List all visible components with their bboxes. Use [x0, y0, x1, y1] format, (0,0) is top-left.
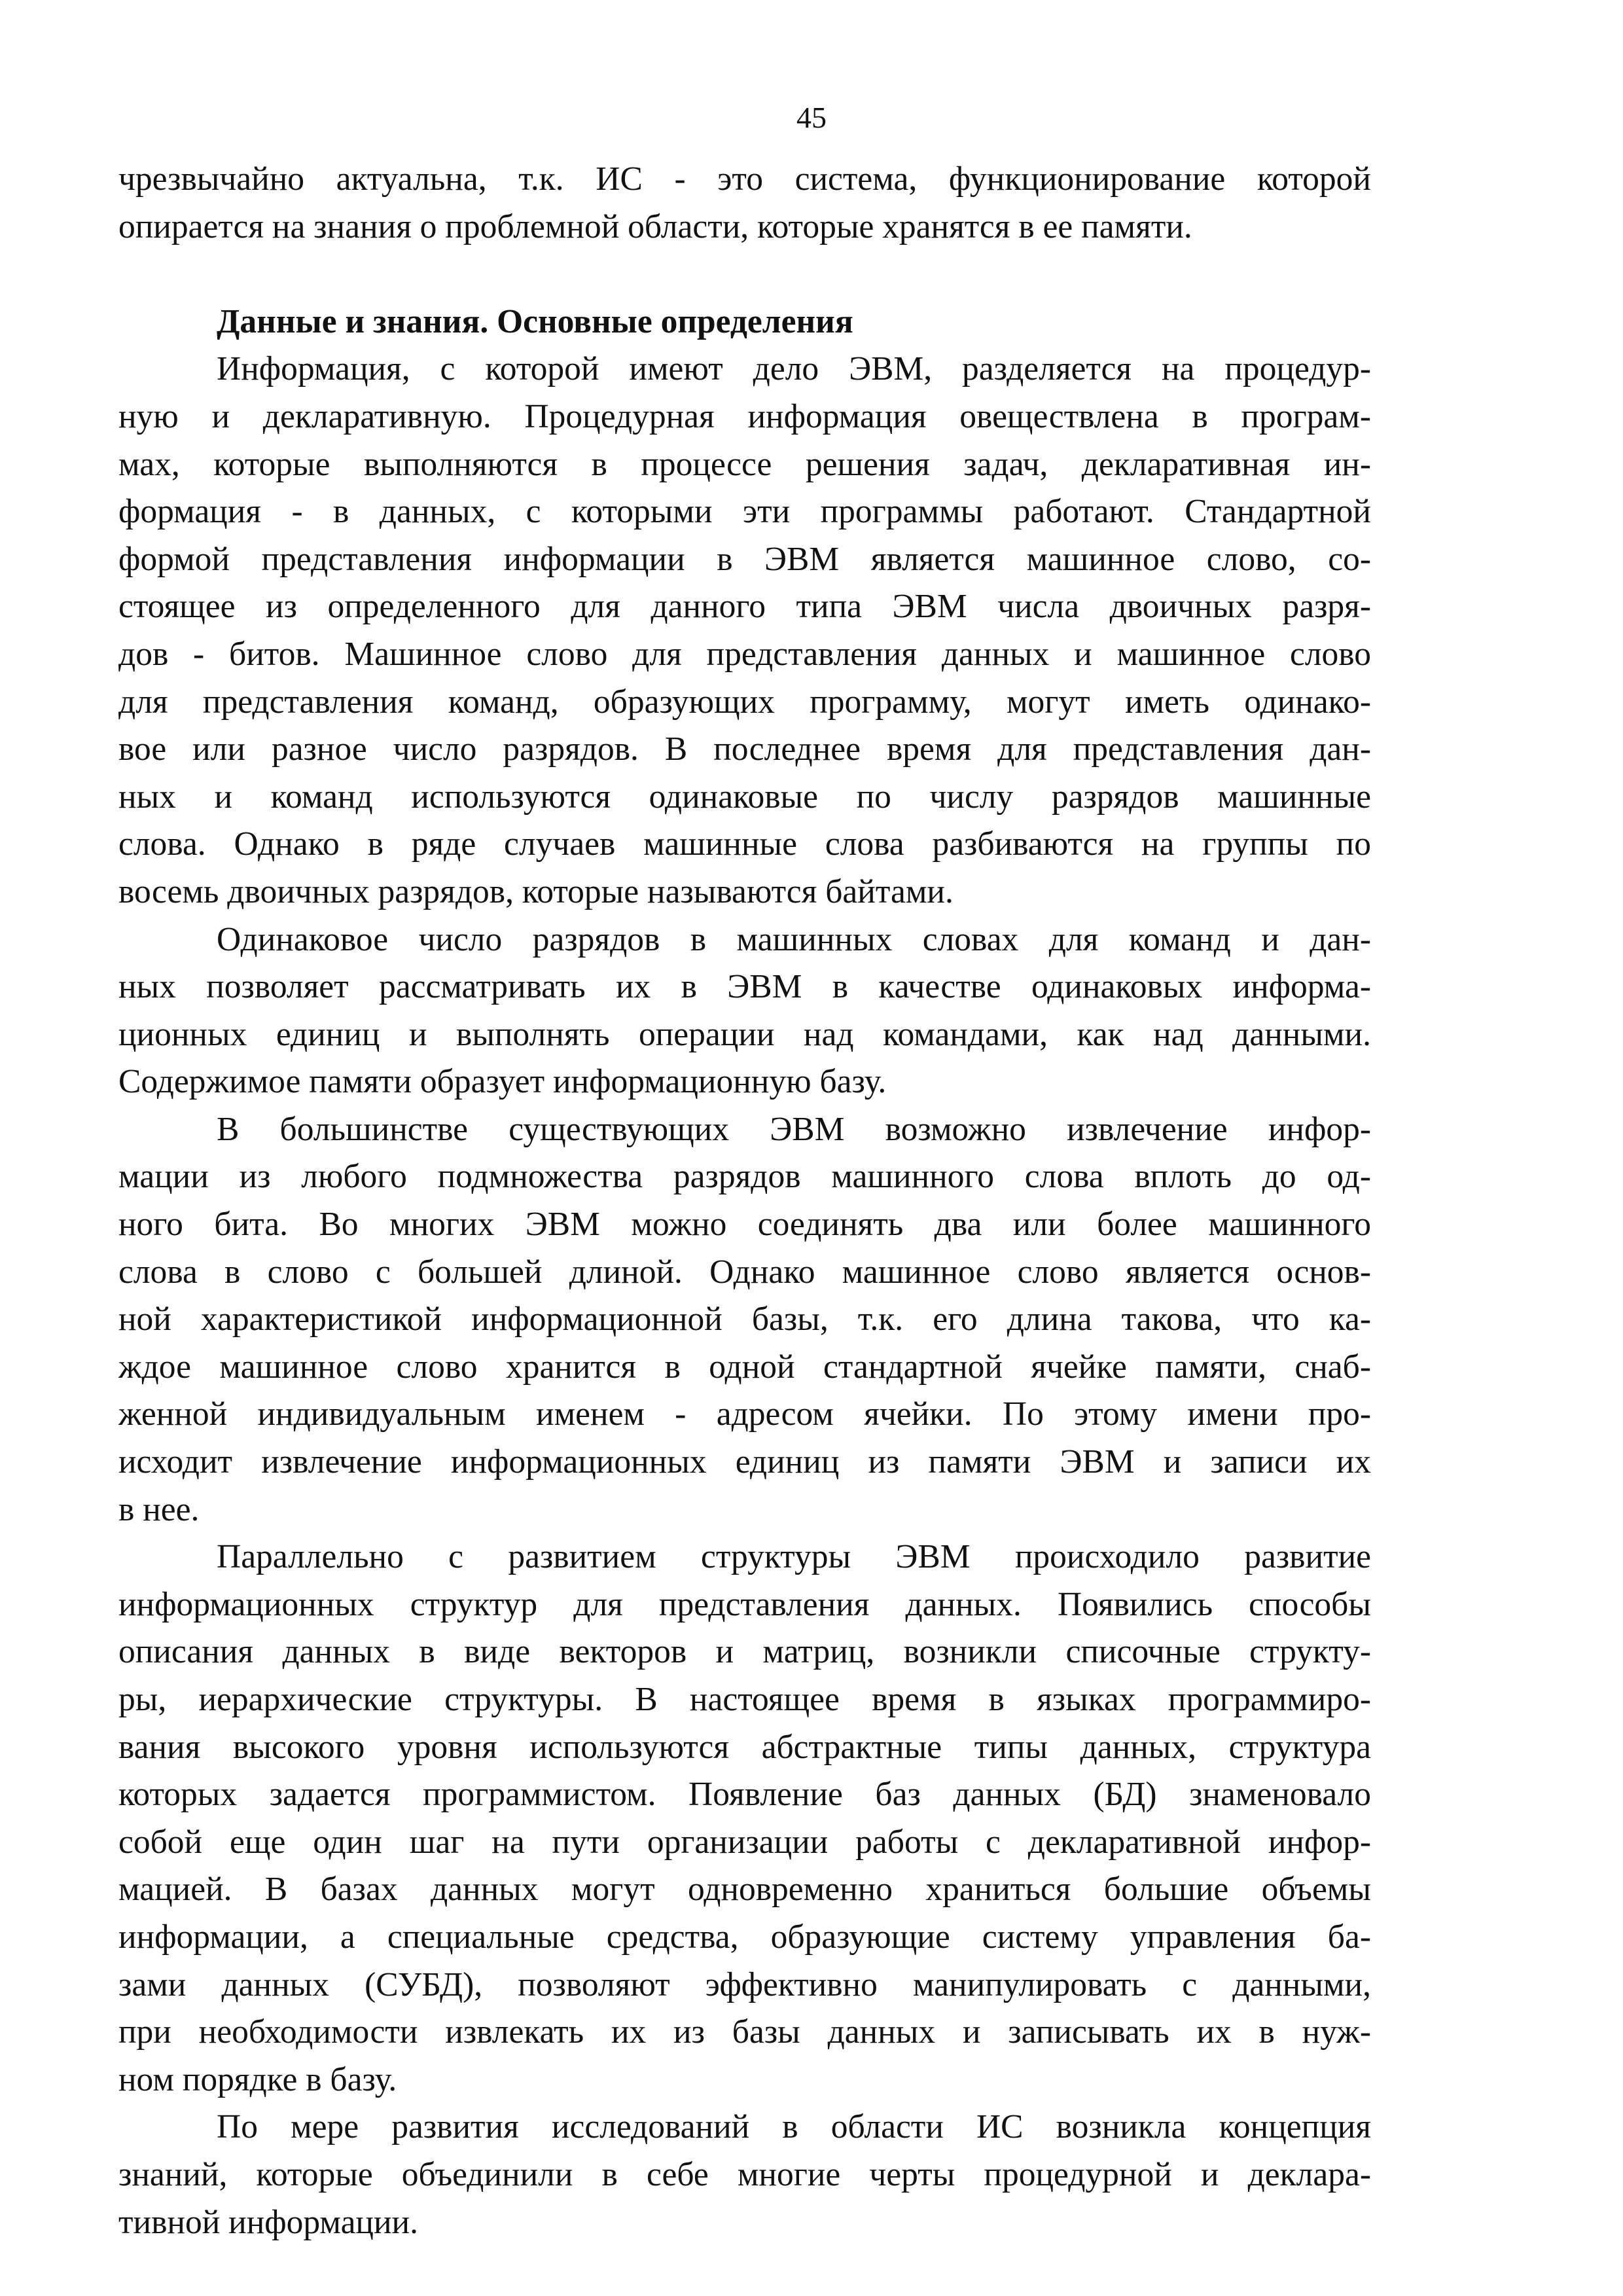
- text-line: описания данных в виде векторов и матриц, возникли списочные структу-: [118, 1633, 1371, 1671]
- text-line: знаний, которые объединили в себе многие черты процедурной и деклара-: [118, 2155, 1371, 2193]
- text-line: женной индивидуальным именем - адресом ячейки. По этому имени про-: [118, 1395, 1371, 1433]
- text-line: восемь двоичных разрядов, которые называются байтами.: [118, 872, 954, 910]
- text-line: для представления команд, образующих программу, могут иметь одинако-: [118, 683, 1371, 721]
- text-line: стоящее из определенного для данного типа ЭВМ числа двоичных разря-: [118, 588, 1371, 626]
- text-line: информационных структур для представления данных. Появились способы: [118, 1585, 1371, 1623]
- text-line: слова в слово с большей длиной. Однако машинное слово является основ-: [118, 1253, 1371, 1291]
- text-line: ной характеристикой информационной базы, т.к. его длина такова, что ка-: [118, 1300, 1371, 1338]
- text-line: исходит извлечение информационных единиц из памяти ЭВМ и записи их: [118, 1443, 1371, 1481]
- text-line: дов - битов. Машинное слово для представления данных и машинное слово: [118, 635, 1371, 673]
- text-line: слова. Однако в ряде случаев машинные слова разбиваются на группы по: [118, 825, 1371, 863]
- text-line: Одинаковое число разрядов в машинных словах для команд и дан-: [217, 920, 1371, 958]
- text-line: Содержимое памяти образует информационную базу.: [118, 1063, 887, 1101]
- text-line: опирается на знания о проблемной области, которые хранятся в ее памяти.: [118, 207, 1192, 245]
- text-line: чрезвычайно актуальна, т.к. ИС - это система, функционирование которой: [118, 160, 1371, 198]
- text-line: зами данных (СУБД), позволяют эффективно манипулировать с данными,: [118, 1965, 1371, 2003]
- text-line: ных позволяет рассматривать их в ЭВМ в качестве одинаковых информа-: [118, 968, 1371, 1006]
- text-line: вое или разное число разрядов. В последнее время для представления дан-: [118, 730, 1371, 768]
- text-line: мацией. В базах данных могут одновременно храниться большие объемы: [118, 1871, 1371, 1909]
- text-line: ры, иерархические структуры. В настоящее время в языках программиро-: [118, 1681, 1371, 1718]
- text-line: формация - в данных, с которыми эти программы работают. Стандартной: [118, 493, 1371, 531]
- text-line: информации, а специальные средства, образующие систему управления ба-: [118, 1918, 1371, 1956]
- paragraph-spacer: [118, 251, 1371, 298]
- text-line: ных и команд используются одинаковые по числу разрядов машинные: [118, 778, 1371, 816]
- text-line: В большинстве существующих ЭВМ возможно извлечение инфор-: [217, 1110, 1371, 1148]
- text-line: мации из любого подмножества разрядов машинного слова вплоть до од-: [118, 1158, 1371, 1196]
- text-line: мах, которые выполняются в процессе решения задач, декларативная ин-: [118, 445, 1371, 483]
- text-line: в нее.: [118, 1490, 200, 1528]
- text-line: ного бита. Во многих ЭВМ можно соединять два или более машинного: [118, 1206, 1371, 1244]
- text-line: ном порядке в базу.: [118, 2060, 397, 2098]
- text-line: ждое машинное слово хранится в одной стандартной ячейке памяти, снаб-: [118, 1348, 1371, 1386]
- body-text: [118, 156, 1371, 2246]
- text-line: Информация, с которой имеют дело ЭВМ, разделяется на процедур-: [217, 350, 1371, 388]
- page-number: 45: [796, 101, 827, 134]
- text-line: собой еще один шаг на пути организации работы с декларативной инфор-: [118, 1823, 1371, 1861]
- text-line: ную и декларативную. Процедурная информация овеществлена в програм-: [118, 397, 1371, 435]
- section-heading: Данные и знания. Основные определения: [217, 302, 853, 340]
- text-line: тивной информации.: [118, 2203, 418, 2241]
- text-line: формой представления информации в ЭВМ является машинное слово, со-: [118, 540, 1371, 578]
- text-line: которых задается программистом. Появление баз данных (БД) знаменовало: [118, 1776, 1371, 1814]
- text-line: По мере развития исследований в области ИС возникла концепция: [217, 2108, 1371, 2146]
- text-line: при необходимости извлекать их из базы данных и записывать их в нуж-: [118, 2013, 1371, 2051]
- text-line: ционных единиц и выполнять операции над командами, как над данными.: [118, 1015, 1371, 1053]
- text-line: вания высокого уровня используются абстрактные типы данных, структура: [118, 1728, 1371, 1766]
- text-line: Параллельно с развитием структуры ЭВМ происходило развитие: [217, 1538, 1371, 1576]
